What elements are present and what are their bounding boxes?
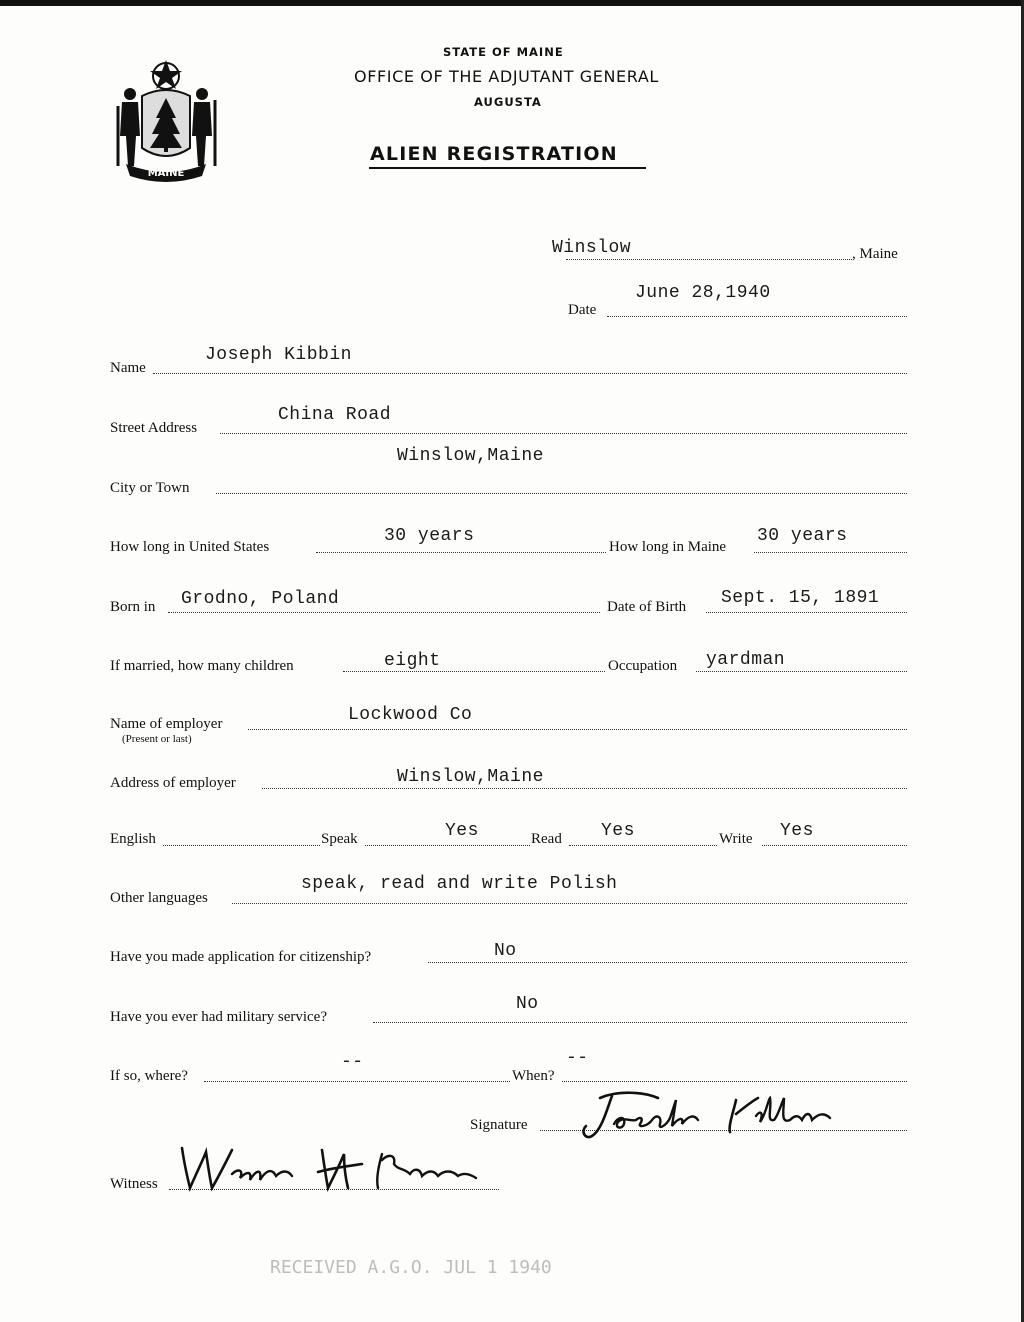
city-dots [216,493,907,494]
title-underline [369,167,646,169]
citizenship-dots [428,962,907,963]
name-value: Joseph Kibbin [205,345,352,365]
english-dots [163,845,320,846]
street-dots [220,433,907,434]
me-duration-dots [754,552,907,553]
employer-dots [248,729,907,730]
maine-seal-icon [112,56,220,184]
dob-dots [706,612,907,613]
me-duration-value: 30 years [757,526,848,546]
where-value: -- [341,1052,364,1072]
witness-label: Witness [110,1176,158,1192]
born-in-label: Born in [110,599,156,615]
write-label: Write [719,831,753,847]
place-suffix: , Maine [852,246,898,262]
street-value: China Road [278,405,392,425]
employer-sublabel: (Present or last) [122,733,192,745]
dob-value: Sept. 15, 1891 [721,588,880,608]
children-label: If married, how many children [110,658,294,674]
employer-address-dots [262,788,907,789]
place-value: Winslow [552,238,632,258]
us-duration-value: 30 years [384,526,475,546]
occupation-value: yardman [706,650,786,670]
date-dots [607,316,907,317]
born-in-value: Grodno, Poland [181,589,340,609]
signature-label: Signature [470,1117,528,1133]
header-office: OFFICE OF THE ADJUTANT GENERAL [354,67,659,86]
us-duration-label: How long in United States [110,539,270,555]
speak-label: Speak [321,831,358,847]
read-value: Yes [601,821,635,841]
english-label: English [110,831,156,847]
when-dots [562,1081,907,1082]
speak-dots [365,845,530,846]
military-dots [373,1022,907,1023]
name-dots [153,373,907,374]
employer-address-label: Address of employer [110,775,236,791]
employer-label: Name of employer [110,716,223,732]
scan-edge-top [0,0,1024,6]
write-dots [762,845,907,846]
born-in-dots [168,612,600,613]
where-label: If so, where? [110,1068,188,1084]
city-value: Winslow,Maine [397,446,544,466]
street-label: Street Address [110,420,198,436]
children-dots [343,671,605,672]
military-value: No [516,994,539,1014]
received-stamp: RECEIVED A.G.O. JUL 1 1940 [270,1257,552,1278]
other-languages-value: speak, read and write Polish [301,874,618,894]
write-value: Yes [780,821,814,841]
citizenship-value: No [494,941,517,961]
header-state: STATE OF MAINE [443,45,564,59]
form-title: ALIEN REGISTRATION [370,143,618,165]
header-city: AUGUSTA [474,95,542,109]
other-languages-label: Other languages [110,890,208,906]
children-value: eight [384,651,441,671]
read-label: Read [531,831,562,847]
occupation-label: Occupation [608,658,678,674]
employer-value: Lockwood Co [348,705,473,725]
date-label: Date [568,302,597,318]
read-dots [569,845,717,846]
when-label: When? [512,1068,555,1084]
citizenship-label: Have you made application for citizenship? [110,949,372,965]
svg-text:MAINE: MAINE [147,168,185,179]
where-dots [204,1081,510,1082]
when-value: -- [566,1048,589,1068]
dob-label: Date of Birth [607,599,687,615]
other-languages-dots [232,903,907,904]
signature-handwriting [578,1086,904,1146]
name-label: Name [110,360,146,376]
witness-handwriting [172,1140,490,1196]
occupation-dots [696,671,907,672]
place-dots [566,259,852,260]
city-label: City or Town [110,480,190,496]
me-duration-label: How long in Maine [609,539,727,555]
date-value: June 28,1940 [635,283,771,303]
us-duration-dots [316,552,606,553]
employer-address-value: Winslow,Maine [397,767,544,787]
speak-value: Yes [445,821,479,841]
military-label: Have you ever had military service? [110,1009,327,1025]
